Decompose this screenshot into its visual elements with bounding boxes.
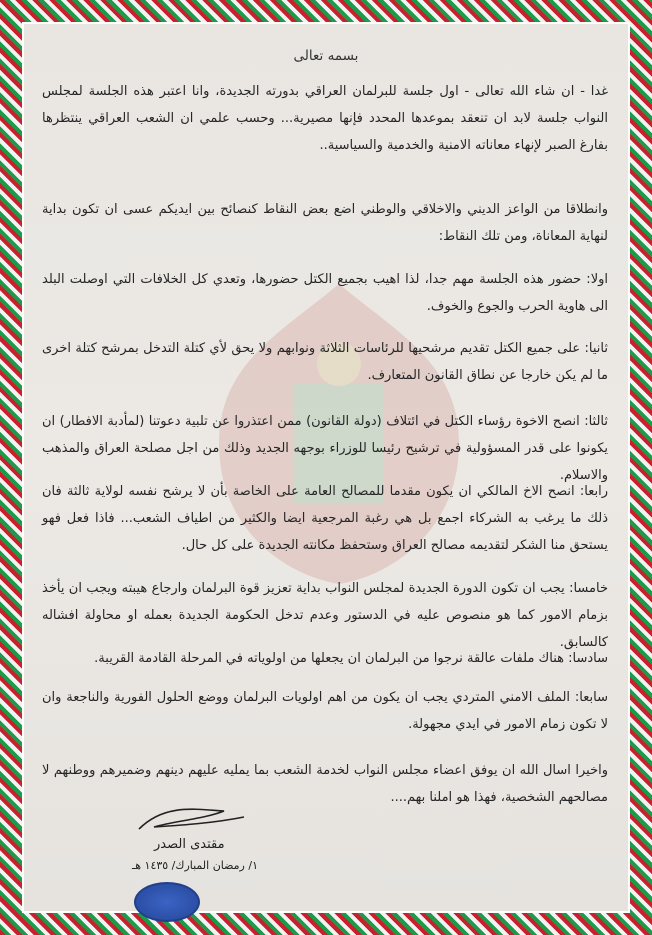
signature-block xyxy=(114,799,284,899)
paragraph-preface: وانطلاقا من الواعز الديني والاخلاقي والوطني اضع بعض النقاط كنصائح بين ايديكم عسى ان تكون بداية لنهاية المعاناة، ومن تلك النقاط: xyxy=(42,202,608,244)
paragraph-point-5: خامسا: يجب ان تكون الدورة الجديدة لمجلس النواب بداية تعزيز قوة البرلمان وارجاع هيبته ويجب ان يأخذ بزمام الامور كما هو منصوص عليه في الدستور وعدم تدخل الحكومة الجديدة بعمله او محاولة افشاله كالسابق. xyxy=(42,581,608,650)
signatory-name: مقتدى الصدر xyxy=(154,837,225,852)
letter-heading: بسمه تعالى xyxy=(293,48,359,64)
signature-date: ١/ رمضان المبارك/ ١٤٣٥ هـ xyxy=(132,859,258,872)
paragraph-point-7: سابعا: الملف الامني المتردي يجب ان يكون من اهم اولويات البرلمان ووضع الحلول الفورية والناجعة وان لا تكون زمام الامور في ايدي مجهولة. xyxy=(42,690,608,732)
paragraph-point-6: سادسا: هناك ملفات عالقة نرجوا من البرلمان ان يجعلها من اولوياته في المرحلة القادمة القريبة. xyxy=(94,651,608,666)
letter-paper xyxy=(24,24,628,911)
paragraph-point-2: ثانيا: على جميع الكتل تقديم مرشحيها للرئاسات الثلاثة ونوابهم ولا يحق لأي كتلة التدخل بمرشح كتلة اخرى ما لم يكن خارجا عن نطاق القانون المتعارف. xyxy=(42,341,608,383)
official-seal-icon xyxy=(134,882,200,922)
paragraph-point-3: ثالثا: انصح الاخوة رؤساء الكتل في ائتلاف (دولة القانون) ممن اعتذروا عن تلبية دعوتنا (لمأدبة الافطار) ان يكونوا على قدر المسؤولية في ترشيح رئيسا للوزراء بوجهه الجديد وذلك من اجل مصلحة العراق والمذهب والاسلام. xyxy=(42,414,608,483)
paragraph-intro: غدا - ان شاء الله تعالى - اول جلسة للبرلمان العراقي بدورته الجديدة، وانا اعتبر هذه الجلسة لمجلس النواب جلسة لابد ان تنعقد بموعدها المحدد فإنها مصيرية... وحسب علمي ان الشعب العراقي ينتظرها بفارغ الصبر لإنهاء معاناته الامنية والخدمية والسياسية.. xyxy=(42,84,608,153)
signature-scribble-icon xyxy=(134,799,254,839)
paragraph-point-4: رابعا: انصح الاخ المالكي ان يكون مقدما للمصالح العامة على الخاصة بأن لا يرشح نفسه لولاية ثالثة فان ذلك ما يرغب به الشركاء اجمع بل هي رغبة المرجعية ايضا والكثير من اطياف الشعب... فاذا فعل فهو يستحق منا الشكر لتقديمه مصالح العراق وستحفظ مكانته الجديدة على كل حال. xyxy=(42,484,608,553)
paragraph-closing: واخيرا اسال الله ان يوفق اعضاء مجلس النواب لخدمة الشعب بما يمليه عليهم دينهم وضميرهم ووطنهم لا مصالحهم الشخصية، فهذا هو املنا بهم.... xyxy=(42,763,608,805)
paragraph-point-1: اولا: حضور هذه الجلسة مهم جدا، لذا اهيب بجميع الكتل حضورها، وتعدي كل الخلافات التي اوصلت البلد الى هاوية الحرب والجوع والخوف. xyxy=(42,272,608,314)
